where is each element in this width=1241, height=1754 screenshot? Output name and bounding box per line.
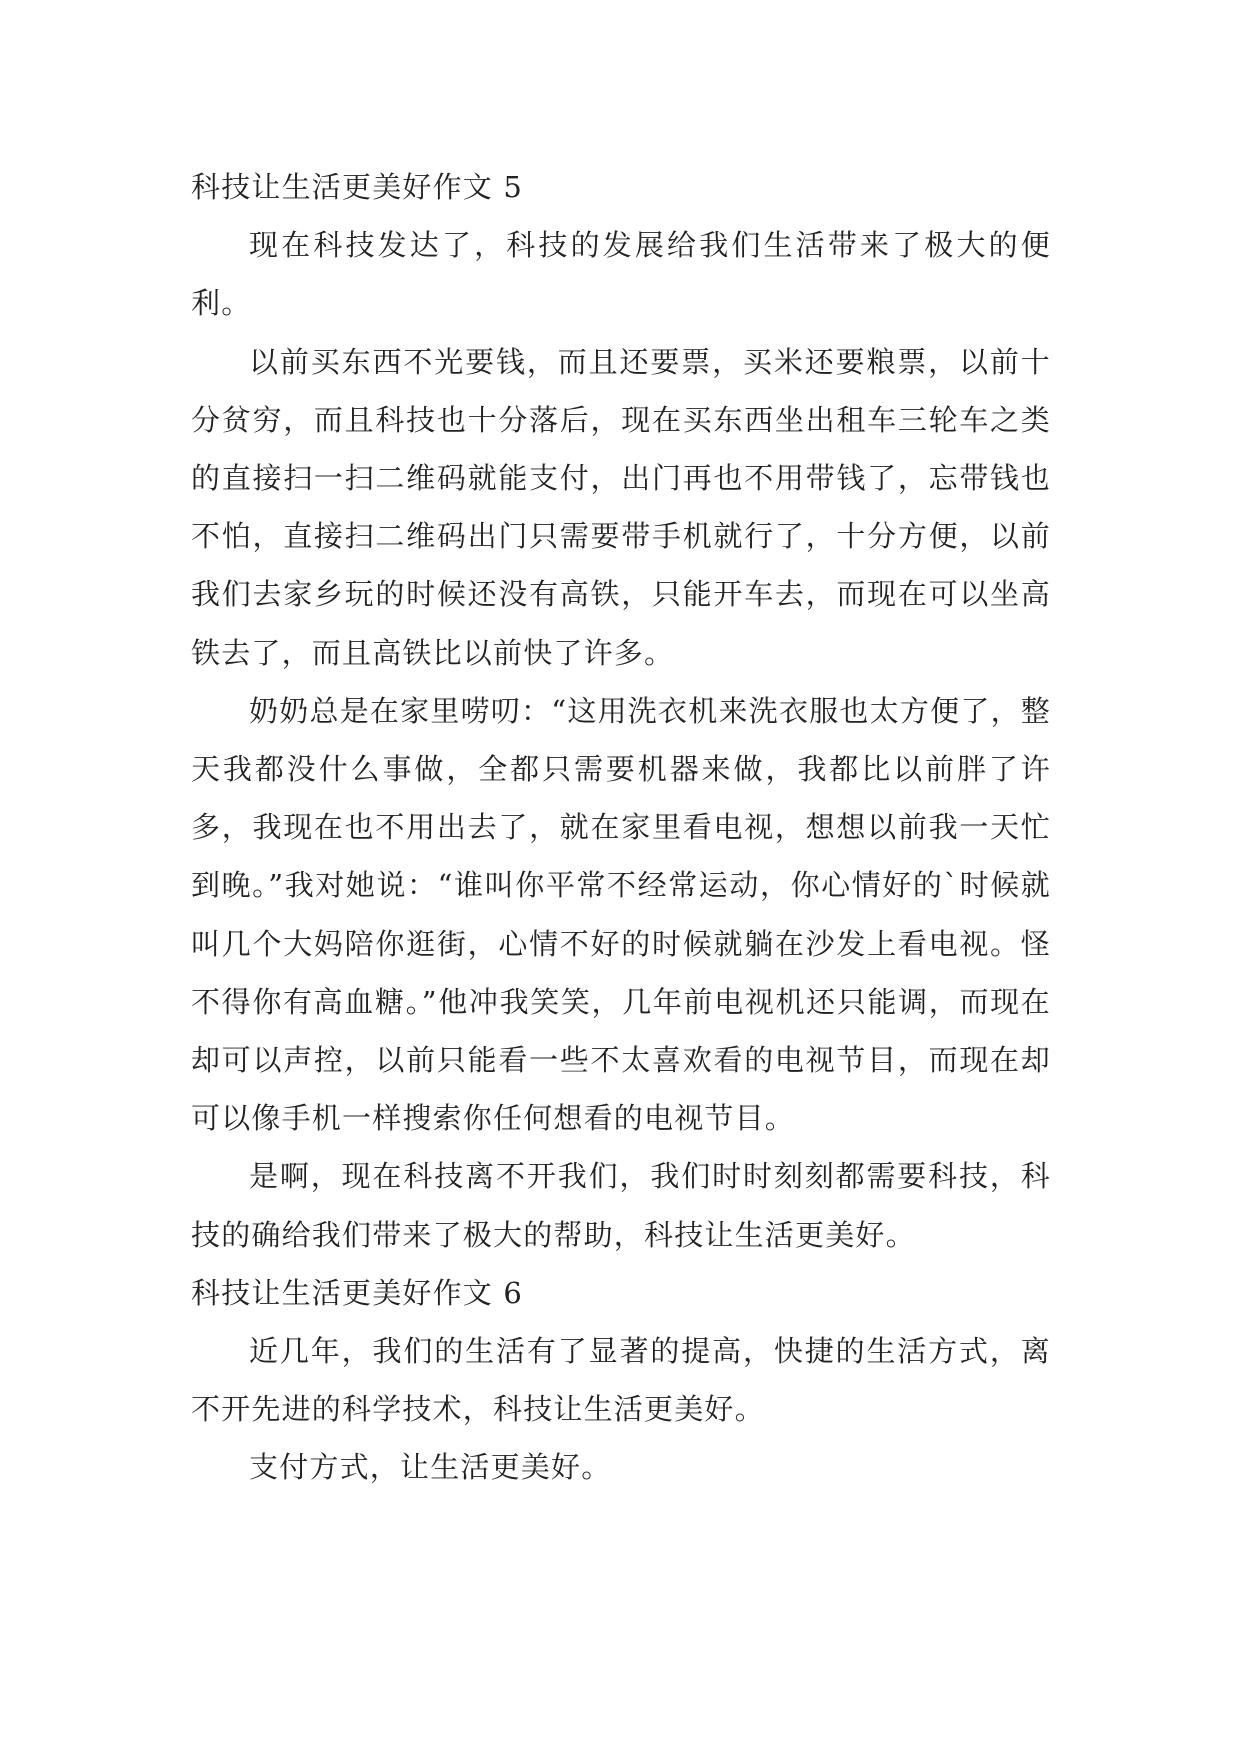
essay-5-paragraph-2: 以前买东西不光要钱，而且还要票，买米还要粮票，以前十分贫穷，而且科技也十分落后，现在买东西坐出租车三轮车之类的直接扫一扫二维码就能支付，出门再也不用带钱了，忘带钱也不怕，直接扫二维码出门只需要带手机就行了，十分方便，以前我们去家乡玩的时候还没有高铁，只能开车去，而现在可以坐高铁去了，而且高铁比以前快了许多。 (191, 344, 1051, 670)
essay-5-paragraph-3: 奶奶总是在家里唠叨：“这用洗衣机来洗衣服也太方便了，整天我都没什么事做，全都只需要机器来做，我都比以前胖了许多，我现在也不用出去了，就在家里看电视，想想以前我一天忙到晚。”我对她说：“谁叫你平常不经常运动，你心情好的`时候就叫几个大妈陪你逛街，心情不好的时候就躺在沙发上看电视。怪不得你有高血糖。”他冲我笑笑，几年前电视机还只能调，而现在却可以声控，以前只能看一些不太喜欢看的电视节目，而现在却可以像手机一样搜索你任何想看的电视节目。 (191, 693, 1051, 1136)
essay-6-paragraph-1: 近几年，我们的生活有了显著的提高，快捷的生活方式，离不开先进的科学技术，科技让生活更美好。 (191, 1334, 1051, 1427)
essay-5-title: 科技让生活更美好作文 5 (191, 170, 524, 204)
essay-5-paragraph-1: 现在科技发达了，科技的发展给我们生活带来了极大的便利。 (191, 228, 1051, 321)
essay-5-paragraph-4: 是啊，现在科技离不开我们，我们时时刻刻都需要科技，科技的确给我们带来了极大的帮助，科技让生活更美好。 (191, 1159, 1051, 1252)
essay-6-title: 科技让生活更美好作文 6 (191, 1275, 524, 1310)
document-body (191, 158, 1051, 1497)
essay-6-paragraph-2: 支付方式，让生活更美好。 (249, 1450, 612, 1485)
